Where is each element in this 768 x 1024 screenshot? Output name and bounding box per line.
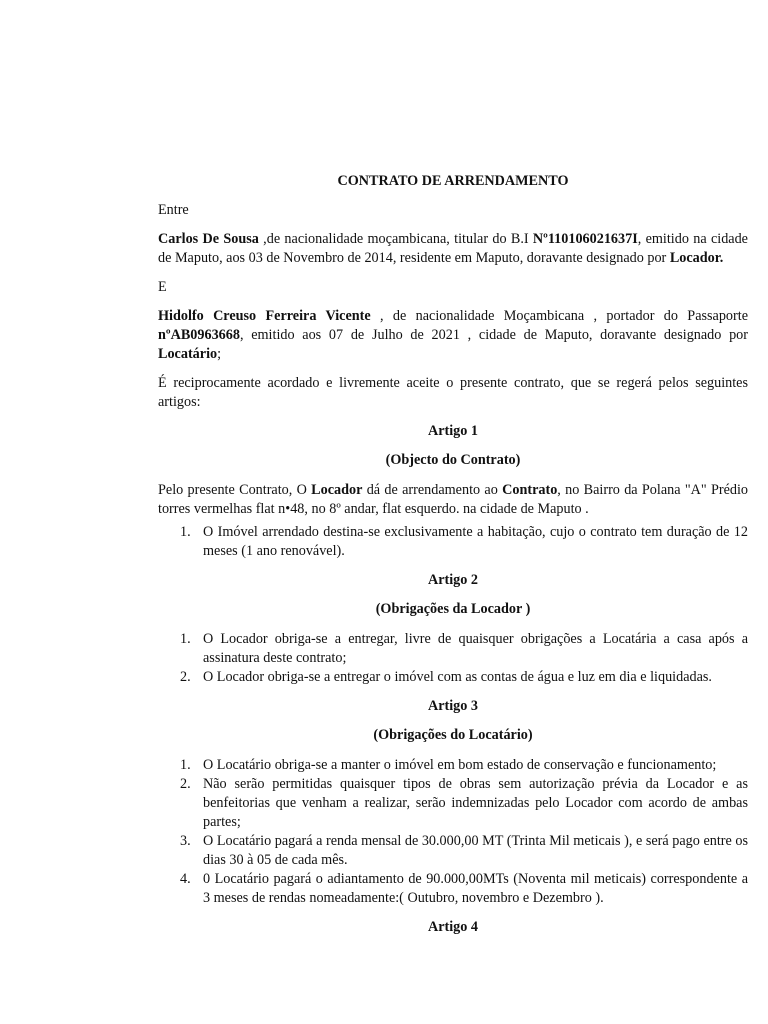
list-item-number: 3. [180,833,191,849]
list-item-text: O Locatário obriga-se a manter o imóvel em bom estado de conservação e funcionamento; [203,757,717,773]
artigo2-list [158,630,748,687]
list-item [158,775,748,832]
list-item [158,756,748,775]
artigo1-intro-contrato: Contrato [502,482,558,498]
artigo1-list [158,523,748,561]
agreement-paragraph: É reciprocamente acordado e livremente aceite o presente contrato, que se regerá pelos seguintes artigos: [158,375,748,410]
list-item-text: O Locador obriga-se a entregar o imóvel com as contas de água e luz em dia e liquidadas. [203,669,712,685]
list-item-text: 0 Locatário pagará o adiantamento de 90.000,00MTs (Noventa mil meticais) correspondente a 3 meses de rendas nomeadamente:( Outubro, novembro e Dezembro ). [203,871,748,906]
document-title: CONTRATO DE ARRENDAMENTO [337,173,569,189]
party2-role: Locatário [158,346,218,362]
list-item [158,870,748,908]
artigo1-intro [158,481,748,519]
artigo1-intro-c: , no Bairro da Polana "A" Prédio torres vermelhas flat n•48, no 8º andar, flat esquerdo. na cidade de Maputo . [158,482,749,517]
list-item-number: 1. [180,524,191,540]
artigo1-intro-locador: Locador [311,482,363,498]
party2-text-c: ; [217,346,222,362]
party1-name: Carlos De Sousa [158,231,259,247]
list-item-number: 1. [180,631,191,647]
list-item [158,832,748,870]
list-item [158,523,748,561]
list-item-text: O Locatário pagará a renda mensal de 30.000,00 MT (Trinta Mil meticais ), e será pago entre os dias 30 à 05 de cada mês. [203,833,748,868]
artigo1-heading: Artigo 1 [427,423,479,439]
list-item [158,630,748,668]
e-label: E [158,279,167,295]
artigo1-intro-b: dá de arrendamento ao [362,482,503,498]
artigo2-subheading: (Obrigações da Locador ) [375,601,531,617]
party2-paragraph [158,307,748,364]
list-item-number: 2. [180,776,191,792]
artigo1-intro-a: Pelo presente Contrato, O [158,482,312,498]
artigo4-heading: Artigo 4 [427,919,479,935]
party2-passport: nºAB0963668 [158,327,240,343]
party1-text-a: ,de nacionalidade moçambicana, titular do B.I [258,231,533,247]
list-item-number: 1. [180,757,191,773]
artigo3-heading: Artigo 3 [427,698,479,714]
artigo3-list [158,756,748,908]
list-item-text: Não serão permitidas quaisquer tipos de obras sem autorização prévia da Locador e as benfeitorias que venham a realizar, serão indemnizadas pelo Locador com acordo de ambas partes; [203,776,748,830]
artigo1-subheading: (Objecto do Contrato) [385,452,521,468]
artigo3-subheading: (Obrigações do Locatário) [373,727,533,743]
list-item-text: O Imóvel arrendado destina-se exclusivamente a habitação, cujo o contrato tem duração de 12 meses (1 ano renovável). [203,524,748,559]
list-item-number: 4. [180,871,191,887]
party1-bi: Nº110106021637I [532,231,638,247]
party2-text-b: , emitido aos 07 de Julho de 2021 , cidade de Maputo, doravante designado por [239,327,748,343]
list-item-text: O Locador obriga-se a entregar, livre de quaisquer obrigações a Locatária a casa após a assinatura deste contrato; [203,631,748,666]
party1-role: Locador. [669,250,724,266]
entre-label: Entre [158,202,189,218]
list-item-number: 2. [180,669,191,685]
list-item [158,668,748,687]
party2-name: Hidolfo Creuso Ferreira Vicente [158,308,371,324]
party1-text-b: , emitido na cidade de Maputo, aos 03 de Novembro de 2014, residente em Maputo, doravante designado por [158,231,748,266]
artigo2-heading: Artigo 2 [427,572,479,588]
party2-text-a: , de nacionalidade Moçambicana , portador do Passaporte [370,308,748,324]
party1-paragraph [158,230,748,268]
